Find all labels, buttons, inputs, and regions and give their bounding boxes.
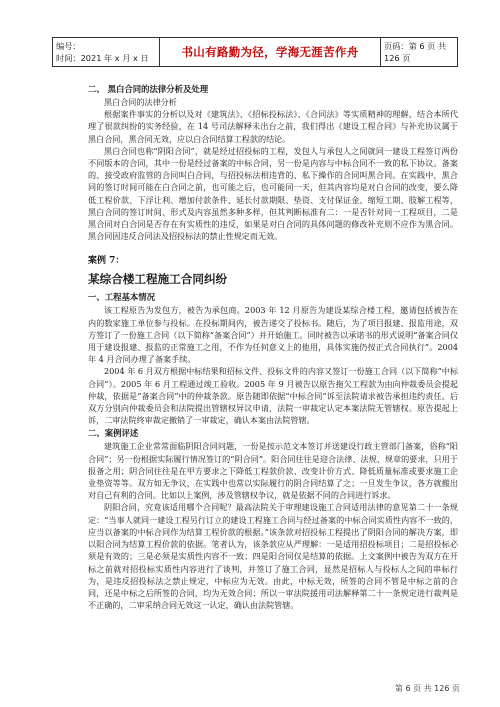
section-heading: 二、 黑白合同的法律分析及处理	[88, 84, 209, 94]
header-page-number: 页码：第 6 页 共 126 页	[384, 41, 447, 63]
header-motto: 书山有路勤为径，学海无涯苦作舟	[181, 45, 359, 59]
paragraph: 阴阳合同，究竟该适用哪个合同呢？最高法院关于审理建设施工合同适用法律的意见第二十一条规定：“当事人就同一建设工程另行订立的建设工程施工合同与经过备案的中标合同实质性内容不一致的，应当以备案的中标合同作为结算工程价款的根据。”该条款对招投标工程提出了阴阳合同的解决方案，即以阳合同为结算工程价款的依据。笔者认为，该条款应从严理解：一是适用招投标项目；二是招投标必须是有效的；三是必须是实质性内容不一致；四是阳合同仅是结算的依据。上文案例中被告为双方在开标之前就对招投标实质性内容进行了谈判，并签订了施工合同，显然是招标人与投标人之间的串标行为，是违反招投标法之禁止规定，中标应为无效。由此，中标无效，所签的合同不管是中标之前的合同，还是中标之后所签的合同，均为无效合同；所以一审法院援用司法解释第二十一条规定进行裁判是不正确的，二审采纳合同无效这一认定，确认由法院管辖。	[88, 502, 458, 611]
case-label: 案例 7：	[88, 256, 125, 267]
page-footer: 第 6 页 共 126 页	[394, 684, 460, 693]
header-meta	[53, 38, 160, 66]
case-section-heading: 一、工程基本情况	[88, 292, 155, 303]
paragraph: 该工程原告为发包方，被告为承包商。2003 年 12 月原告为建设某综合楼工程，邀请包括被告在内的数家施工单位参与投标。在投标期间内，被告递交了投标书。随后，为了项目报建、报监用途，双方签订了一份施工合同（以下简称“备案合同”）并开始施工。同时被告以承诺书的形式说明“备案合同仅用于建设报建、报监的正常施工之用，不作为任何意义上的他用，具体实施仍按正式合同执行”。2004 年 4 月合同办理了备案手续。	[88, 305, 458, 365]
paragraph: 2004 年 6 月双方根据中标结果和招标文件、投标文件的内容又签订一份施工合同（以下简称“中标合同”）。2005 年 6 月工程通过竣工验收。2005 年 9 月被告以原告拖欠工程款为由向仲裁委员会提起仲裁，依据是“备案合同”中的仲裁条款。原告随即依据“中标合同”诉至法院请求被告承担违约责任。后双方分别向仲裁委员会和法院提出管辖权异议申请，法院一审裁定认定本案法院无管辖权。原告提起上诉，二审法院终审裁定撤销了一审裁定，确认本案由法院管辖。	[88, 366, 458, 426]
document-body	[88, 82, 458, 611]
case-section-heading: 二、案例评述	[88, 428, 139, 439]
header-page-cell	[381, 38, 457, 66]
paragraph: 根据案件事实的分析以及对《建筑法》、《招标投标法》、《合同法》等实质精神的理解，结合本所代理了很款纠纷的实务经验，在 14 号司法解释未出台之前，我们得出《建设工程合同》与补充协议属于黑白合同，黑合同无效，应以白合同结算工程款的结论。	[88, 109, 458, 144]
paragraph: 黑白合同也称“阴阳合同”，就是经过招投标的工程，发包人与承包人之间就同一建设工程签订两份不同版本的合同，其中一份是经过备案的中标合同，另一份是内容与中标合同不一致的私下协议。备案的、接受政府监管的合同叫白合同，与招投标法相违背的、私下操作的合同叫黑合同。在实践中，黑合同的签订时间可能在白合同之前，也可能之后，也可能同一天，但其内容均是对白合同的改变，要么降低工程价款、下浮让利、增加付款条件、延长付款期限、垫资、支付保证金、缩短工期、肢解工程等，黑白合同的签订时间、形式及内容虽然多种多样，但其判断标准有二：一是否针对同一工程项目，二是黑合同对白合同是否存在有实质性的违反，如果是对白合同的具体问题的修改补充则不应作为黑合同。黑合同因违反合同法及招投标法的禁止性规定而无效。	[88, 145, 458, 242]
case-title: 某综合楼工程施工合同纠纷	[88, 272, 228, 287]
header-code: 编号：	[56, 41, 81, 51]
section-subheading: 黑白合同的法律分析	[104, 97, 177, 107]
header-motto-cell	[160, 38, 381, 66]
paragraph: 建筑施工企业常常面临阴阳合同问题，一份是按示范文本签订并送建设行政主管部门备案，俗称“阳合同”；另一份根据实际履行情况签订的“阴合同”。阳合同往往是迎合法律、法规、规章的要求，只用于报备之用；阴合同往往是在甲方要求之下降低工程款价款、改变计价方式、降低质量标准或要求施工企业垫资等等。双方如无争议，在实践中也常以实际履行的阴合同结算了之；一旦发生争议，各方就搬出对自己有利的合同。比如以上案例，涉及管辖权争议，就是依据不同的合同进行诉求。	[88, 441, 458, 501]
header-time: 时间：2021 年 x 月 x 日	[56, 53, 149, 63]
spacer	[88, 242, 458, 248]
page-header	[52, 37, 458, 67]
